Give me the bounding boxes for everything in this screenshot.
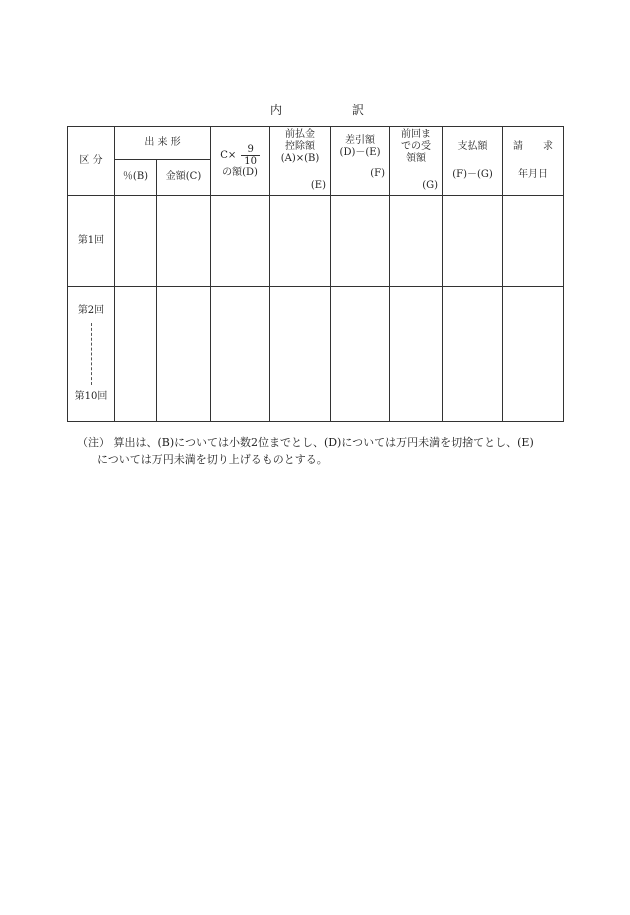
cell-sahiki-2 — [331, 287, 390, 422]
cell-c-amount-1 — [211, 196, 270, 287]
title-right-char: 訳 — [352, 103, 365, 117]
shiharai-line1: 支払額 — [457, 141, 488, 152]
maebarai-line1: 前払金 — [285, 129, 316, 140]
maebarai-line4: (E) — [310, 180, 327, 191]
row-label-first: 第1回 — [68, 196, 115, 287]
header-maebarai — [270, 127, 331, 196]
cell-maebarai-2 — [270, 287, 331, 422]
row-label-range — [68, 287, 115, 422]
footnote-line1: 算出は、(B)については小数2位までとし、(D)については万円未満を切捨てとし、(E) — [113, 436, 534, 449]
cell-maebarai-1 — [270, 196, 331, 287]
header-c-amount — [211, 127, 270, 196]
cell-zenkai-1 — [390, 196, 443, 287]
document-title — [0, 101, 630, 117]
cell-percent-1 — [115, 196, 157, 287]
shiharai-line2: (F)－(G) — [452, 169, 493, 180]
header-zenkai — [390, 127, 443, 196]
breakdown-table — [67, 126, 564, 422]
c-amount-label: の額(D) — [222, 166, 258, 178]
cell-sahiki-1 — [331, 196, 390, 287]
cell-kingaku-1 — [157, 196, 211, 287]
fraction-denominator: 10 — [244, 155, 257, 167]
footnote-prefix: （注） — [77, 436, 110, 449]
table-row — [68, 196, 564, 287]
footnote — [77, 434, 567, 468]
header-shiharai — [443, 127, 503, 196]
table-row — [68, 287, 564, 422]
maebarai-line3: (A)×(B) — [280, 153, 320, 164]
cell-shiharai-2 — [443, 287, 503, 422]
seikyu-label: 請 求 — [513, 141, 554, 152]
zenkai-line2: での受 — [401, 141, 432, 152]
fraction-numerator: 9 — [241, 144, 259, 156]
row-label-second: 第2回 — [77, 305, 105, 316]
footnote-line2: については万円未満を切り上げるものとする。 — [97, 453, 328, 466]
header-kingaku: 金額(C) — [157, 159, 211, 195]
row-label-tenth: 第10回 — [74, 391, 108, 402]
cell-shiharai-1 — [443, 196, 503, 287]
c-times-label: C× — [220, 149, 237, 161]
cell-percent-2 — [115, 287, 157, 422]
nengappi-label: 年月日 — [518, 169, 549, 180]
header-seikyu — [503, 127, 564, 196]
maebarai-line2: 控除額 — [285, 141, 316, 152]
c-formula — [211, 144, 269, 167]
header-dekidaka: 出 来 形 — [115, 127, 211, 160]
sahiki-line3: (F) — [370, 168, 386, 179]
zenkai-line4: (G) — [422, 180, 439, 191]
header-kubun: 区 分 — [68, 127, 115, 196]
title-left-char: 内 — [270, 103, 283, 117]
cell-seikyu-2 — [503, 287, 564, 422]
cell-zenkai-2 — [390, 287, 443, 422]
zenkai-line3: 領額 — [406, 153, 427, 164]
header-sahiki — [331, 127, 390, 196]
header-percent: ％(B) — [115, 159, 157, 195]
cell-seikyu-1 — [503, 196, 564, 287]
zenkai-line1: 前回ま — [401, 129, 432, 140]
fraction — [241, 144, 259, 167]
dotted-range-line — [91, 323, 92, 385]
cell-kingaku-2 — [157, 287, 211, 422]
cell-c-amount-2 — [211, 287, 270, 422]
sahiki-line2: (D)－(E) — [339, 147, 381, 158]
sahiki-line1: 差引額 — [345, 135, 376, 146]
